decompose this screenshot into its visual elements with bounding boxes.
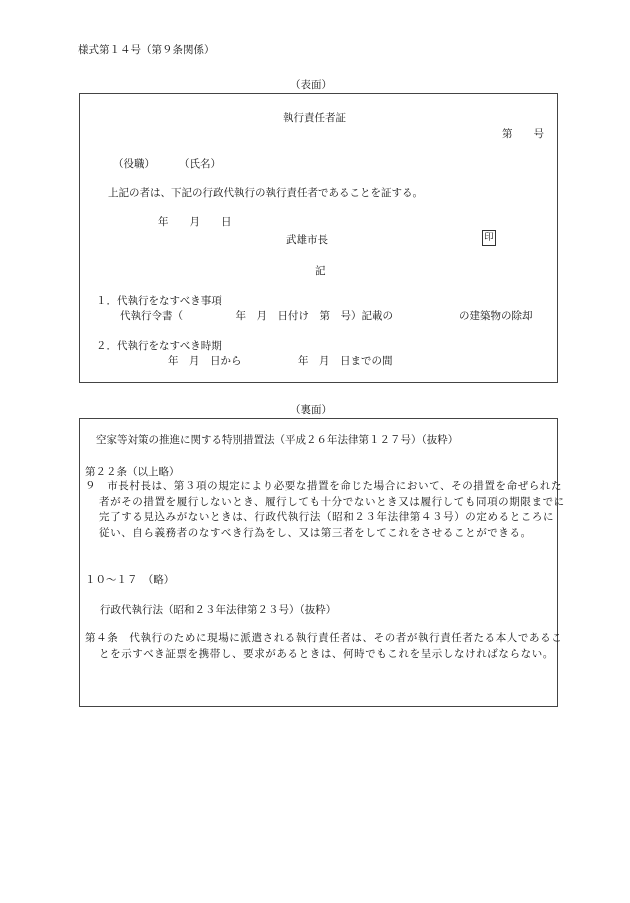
back-card (79, 418, 558, 707)
item2-title: ２．代執行をなすべき時期 (96, 340, 222, 352)
item2-from: 年 月 日から (168, 355, 242, 367)
issuer-name: 武雄市長 (286, 234, 328, 246)
certify-statement: 上記の者は、下記の行政代執行の執行責任者であることを証する。 (108, 187, 423, 199)
name-label: （氏名） (179, 158, 221, 170)
official-seal (482, 230, 496, 246)
law1-title: 空家等対策の推進に関する特別措置法（平成２６年法律第１２７号）（抜粋） (96, 434, 459, 446)
item1-title: １．代執行をなすべき事項 (96, 295, 222, 307)
issue-date: 年 月 日 (158, 216, 232, 228)
position-label: （役職） (113, 158, 155, 170)
front-card (79, 93, 558, 383)
item2-to: 年 月 日までの間 (298, 355, 393, 367)
item1-detail-b: の建築物の除却 (459, 310, 533, 322)
ki-heading: 記 (315, 265, 326, 277)
article-22-heading: 第２２条（以上略） (85, 466, 180, 478)
seal-mark: 印 (482, 230, 496, 246)
back-side-label: （裏面） (290, 404, 332, 416)
form-title: 様式第１４号（第９条関係） (78, 44, 215, 56)
law2-title: 行政代執行法（昭和２３年法律第２３号）（抜粋） (100, 604, 337, 616)
item1-detail-a: 代執行令書（ 年 月 日付け 第 号）記載の (120, 310, 393, 322)
front-side-label: （表面） (290, 79, 332, 91)
certificate-number: 第 号 (502, 128, 544, 140)
card-heading: 執行責任者証 (283, 112, 346, 124)
paragraph-9: ９ 市長村長は、第３項の規定により必要な措置を命じた場合において、その措置を命ぜられた者がその措置を履行しないとき、履行しても十分でないとき又は履行しても同項の期限までに完了する見込みがないときは、行政代執行法（昭和２３年法律第４３号）の定めるところに従い、自ら義務者のなすべき行為をし、又は第三者をしてこれをさせることができる。 (85, 480, 565, 539)
paragraphs-10-17: １０～１７ （略） (85, 574, 175, 586)
article-4: 第４条 代執行のために現場に派遣される執行責任者は、その者が執行責任者たる本人であることを示すべき証票を携帯し、要求があるときは、何時でもこれを呈示しなければならない。 (85, 632, 563, 660)
